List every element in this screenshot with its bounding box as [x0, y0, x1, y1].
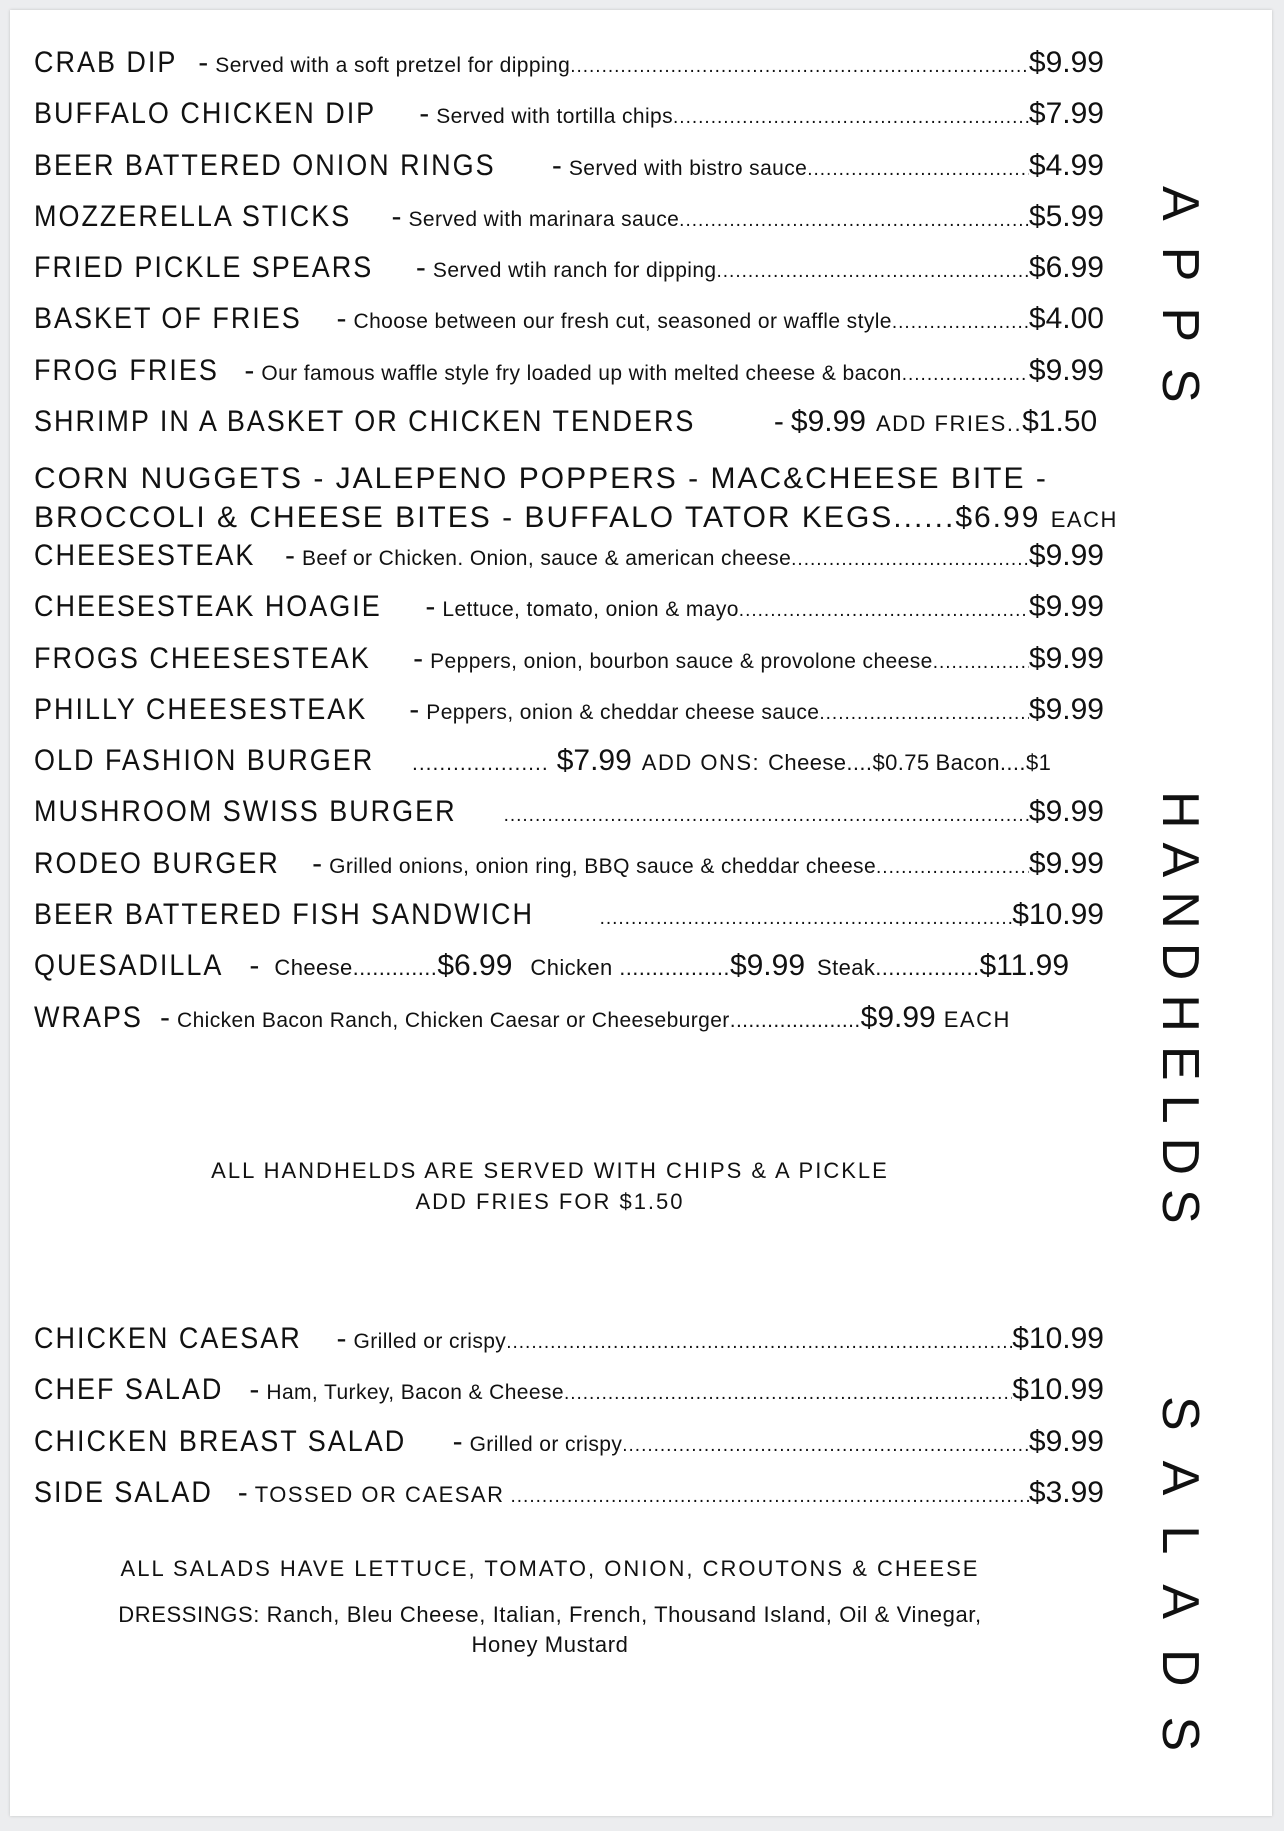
item-price: $9.99 — [1028, 353, 1104, 387]
dot-leader — [504, 790, 1029, 837]
menu-item-mushroom-swiss-burger — [34, 786, 1104, 837]
item-description: Chicken Bacon Ranch, Chicken Caesar or Cheeseburger — [177, 1008, 730, 1032]
menu-item-wraps: WRAPS - Chicken Bacon Ranch, Chicken Caesar or Cheeseburger ..................... $9.99 EACH — [34, 992, 1104, 1043]
item-price: $9.99 — [1028, 1424, 1104, 1458]
item-price: $3.99 — [1028, 1475, 1104, 1509]
item-price: $9.99 — [1028, 46, 1104, 79]
menu-item-chicken-breast-salad: CHICKEN BREAST SALAD - Grilled or crispy ..... $9.99 — [34, 1416, 1104, 1467]
bites-price: $6.99 — [955, 501, 1041, 535]
handhelds-note-line-1: ALL HANDHELDS ARE SERVED WITH CHIPS & A PICKLE — [211, 1158, 889, 1183]
item-name: BEER BATTERED ONION RINGS — [34, 148, 496, 182]
handhelds-note — [50, 1155, 1050, 1217]
bites-line-2: BROCCOLI & CHEESE BITES - BUFFALO TATOR KEGS......$6.99 EACH — [34, 501, 1118, 535]
item-name: BASKET OF FRIES — [34, 302, 302, 336]
menu-item-frog-fries: FROG FRIES - Our famous waffle style fry loaded up with melted cheese & bacon ..... $9.99 — [34, 345, 1104, 396]
item-price: $5.99 — [1028, 199, 1104, 233]
bites-names: BROCCOLI & CHEESE BITES - BUFFALO TATOR KEGS — [34, 501, 894, 535]
item-name: QUESADILLA — [34, 949, 224, 983]
item-price: $10.99 — [1012, 1373, 1104, 1407]
item-name: WRAPS — [34, 1000, 143, 1034]
item-name: OLD FASHION BURGER — [34, 744, 375, 778]
addons-label: ADD ONS: — [641, 750, 761, 776]
addon-cheese-label: Cheese — [768, 750, 847, 776]
section-header-handhelds: HANDHELDS — [1151, 791, 1209, 1238]
menu-item-fish-sandwich — [34, 889, 1104, 940]
dot-leader — [679, 195, 1029, 242]
item-name: BUFFALO CHICKEN DIP — [34, 97, 377, 131]
dressings-line-2: Honey Mustard — [471, 1632, 629, 1657]
item-description: Ham, Turkey, Bacon & Cheese — [266, 1381, 564, 1405]
salads-section — [34, 1313, 1104, 1518]
item-description: Peppers, onion & cheddar cheese sauce — [426, 700, 820, 724]
dot-leader — [506, 1317, 1012, 1364]
dot-leader — [564, 1368, 1012, 1415]
item-description: Served with tortilla chips — [436, 105, 674, 129]
menu-item-crab-dip: CRAB DIP - Served with a soft pretzel for dipping ..... $9.99 — [34, 37, 1104, 88]
item-price: $4.99 — [1028, 148, 1104, 182]
item-name: PHILLY CHEESESTEAK — [34, 692, 368, 726]
item-price: $10.99 — [1012, 1322, 1104, 1355]
item-description: TOSSED OR CAESAR — [254, 1481, 505, 1507]
addon-bacon-label: Bacon — [935, 750, 1000, 776]
section-header-apps: APPS — [1151, 186, 1209, 429]
item-description: Served with a soft pretzel for dipping — [215, 54, 571, 77]
section-header-salads: SALADS — [1151, 1396, 1209, 1782]
bites-unit: EACH — [1050, 507, 1118, 533]
cheese-price: $6.99 — [437, 949, 513, 983]
dressings-line-1: DRESSINGS: Ranch, Bleu Cheese, Italian, French, Thousand Island, Oil & Vinegar, — [118, 1602, 982, 1627]
item-price: $9.99 — [1028, 539, 1104, 572]
item-price: $10.99 — [1012, 898, 1104, 932]
item-price: $9.99 — [1028, 795, 1104, 829]
salads-note-line-1: ALL SALADS HAVE LETTUCE, TOMATO, ONION, CROUTONS & CHEESE — [120, 1556, 980, 1581]
item-description: Peppers, onion, bourbon sauce & provolone cheese — [430, 649, 933, 673]
item-name: CHICKEN CAESAR — [34, 1322, 302, 1355]
item-price: $9.99 — [1028, 641, 1104, 675]
item-description: Our famous waffle style fry loaded up with melted cheese & bacon — [261, 361, 902, 385]
dot-leader — [807, 144, 1029, 191]
item-description: Served with marinara sauce — [408, 207, 680, 231]
chicken-label: Chicken — [530, 955, 613, 981]
menu-page — [10, 10, 1272, 1816]
dot-leader — [739, 585, 1029, 632]
menu-item-basket-of-fries: BASKET OF FRIES - Choose between our fresh cut, seasoned or waffle style ..... $4.00 — [34, 293, 1104, 344]
dot-leader — [791, 534, 1029, 581]
steak-price: $11.99 — [979, 949, 1070, 983]
item-price: $6.99 — [1028, 251, 1104, 285]
item-description: Choose between our fresh cut, seasoned or waffle style — [353, 310, 892, 334]
menu-item-philly-cheesesteak: PHILLY CHEESESTEAK - Peppers, onion & cheddar cheese sauce ..... $9.99 — [34, 684, 1104, 735]
dot-leader — [673, 92, 1029, 139]
handhelds-note-line-2: ADD FRIES FOR $1.50 — [415, 1189, 685, 1214]
dot-leader — [570, 41, 1029, 88]
handhelds-section — [34, 530, 1104, 1043]
item-price: $9.99 — [1028, 590, 1104, 624]
menu-item-cheesesteak: CHEESESTEAK - Beef or Chicken. Onion, sauce & american cheese ..... $9.99 — [34, 530, 1104, 581]
menu-item-chicken-caesar: CHICKEN CAESAR - Grilled or crispy ..... $10.99 — [34, 1313, 1104, 1364]
addon-label: ADD FRIES — [875, 411, 1007, 437]
item-price: $9.99 — [790, 405, 866, 439]
chicken-price: $9.99 — [729, 949, 806, 983]
menu-item-rodeo-burger: RODEO BURGER - Grilled onions, onion ring, BBQ sauce & cheddar cheese ..... $9.99 — [34, 838, 1104, 889]
item-description: Grilled or crispy — [353, 1330, 507, 1353]
addon-price: $1.50 — [1022, 405, 1098, 439]
menu-item-shrimp-or-tenders: SHRIMP IN A BASKET OR CHICKEN TENDERS - $9.99 ADD FRIES .. $1.50 — [34, 396, 1104, 447]
item-description: Beef or Chicken. Onion, sauce & american cheese — [301, 547, 792, 570]
item-unit: EACH — [943, 1006, 1011, 1032]
menu-item-cheesesteak-hoagie: CHEESESTEAK HOAGIE - Lettuce, tomato, onion & mayo ..... $9.99 — [34, 581, 1104, 632]
addon-bacon-price: $1 — [1025, 750, 1052, 776]
item-price: $9.99 — [1028, 692, 1104, 726]
item-price: $9.99 — [1028, 846, 1104, 880]
bites-line-1: CORN NUGGETS - JALEPENO POPPERS - MAC&CHEESE BITE - — [34, 462, 1048, 496]
menu-item-fried-pickle-spears: FRIED PICKLE SPEARS - Served wtih ranch for dipping ..... $6.99 — [34, 242, 1104, 293]
item-name: CHEF SALAD — [34, 1373, 224, 1407]
dot-leader — [819, 688, 1029, 735]
salads-note — [50, 1553, 1050, 1584]
item-name: MOZZERELLA STICKS — [34, 199, 352, 233]
item-name: CRAB DIP — [34, 46, 178, 79]
item-name: BEER BATTERED FISH SANDWICH — [34, 898, 535, 932]
item-name: CHICKEN BREAST SALAD — [34, 1424, 407, 1458]
item-price: $7.99 — [1028, 97, 1104, 131]
menu-item-mozzerella-sticks: MOZZERELLA STICKS - Served with marinara sauce ..... $5.99 — [34, 191, 1104, 242]
menu-item-quesadilla: QUESADILLA - Cheese ............. $6.99 Chicken ................. $9.99 Steak ................ $11.99 — [34, 940, 1104, 991]
cheese-label: Cheese — [274, 955, 353, 981]
item-price: $9.99 — [860, 1000, 936, 1034]
steak-label: Steak — [817, 955, 876, 981]
dot-leader — [511, 1471, 1029, 1518]
item-description: Served with bistro sauce — [568, 156, 808, 180]
item-price: $4.00 — [1028, 302, 1104, 336]
item-description: Served wtih ranch for dipping — [432, 259, 717, 283]
item-name: MUSHROOM SWISS BURGER — [34, 795, 457, 829]
item-name: FRIED PICKLE SPEARS — [34, 251, 374, 285]
item-name: FROG FRIES — [34, 353, 219, 387]
dot-leader — [600, 893, 1013, 940]
dot-leader — [933, 637, 1029, 684]
dot-leader — [717, 246, 1029, 293]
item-description: Grilled onions, onion ring, BBQ sauce & cheddar cheese — [329, 854, 877, 878]
item-name: CHEESESTEAK HOAGIE — [34, 590, 382, 624]
item-name: SHRIMP IN A BASKET OR CHICKEN TENDERS — [34, 405, 696, 439]
item-name: FROGS CHEESESTEAK — [34, 641, 371, 675]
dressings-note — [50, 1600, 1050, 1660]
dot-leader — [876, 842, 1029, 889]
menu-item-onion-rings: BEER BATTERED ONION RINGS - Served with bistro sauce ..... $4.99 — [34, 140, 1104, 191]
dot-leader — [902, 349, 1029, 396]
menu-item-old-fashion-burger: OLD FASHION BURGER .................... $7.99 ADD ONS: Cheese .... $0.75 Bacon .... $1 — [34, 735, 1104, 786]
item-name: CHEESESTEAK — [34, 539, 256, 572]
menu-item-side-salad: SIDE SALAD - TOSSED OR CAESAR ..... $3.99 — [34, 1467, 1104, 1518]
menu-item-chef-salad: CHEF SALAD - Ham, Turkey, Bacon & Cheese ..... $10.99 — [34, 1364, 1104, 1415]
dot-leader — [622, 1420, 1029, 1467]
item-name: RODEO BURGER — [34, 846, 280, 880]
item-description: Grilled or crispy — [469, 1432, 623, 1456]
menu-item-frogs-cheesesteak: FROGS CHEESESTEAK - Peppers, onion, bourbon sauce & provolone cheese ..... $9.99 — [34, 633, 1104, 684]
addon-cheese-price: $0.75 — [872, 750, 930, 776]
menu-item-buffalo-chicken-dip: BUFFALO CHICKEN DIP - Served with tortilla chips ..... $7.99 — [34, 88, 1104, 139]
item-name: SIDE SALAD — [34, 1475, 213, 1509]
dot-leader — [892, 297, 1029, 344]
apps-section — [34, 37, 1118, 539]
item-description: Lettuce, tomato, onion & mayo — [442, 598, 739, 622]
menu-item-bites — [34, 459, 1118, 539]
item-price: $7.99 — [556, 744, 632, 778]
